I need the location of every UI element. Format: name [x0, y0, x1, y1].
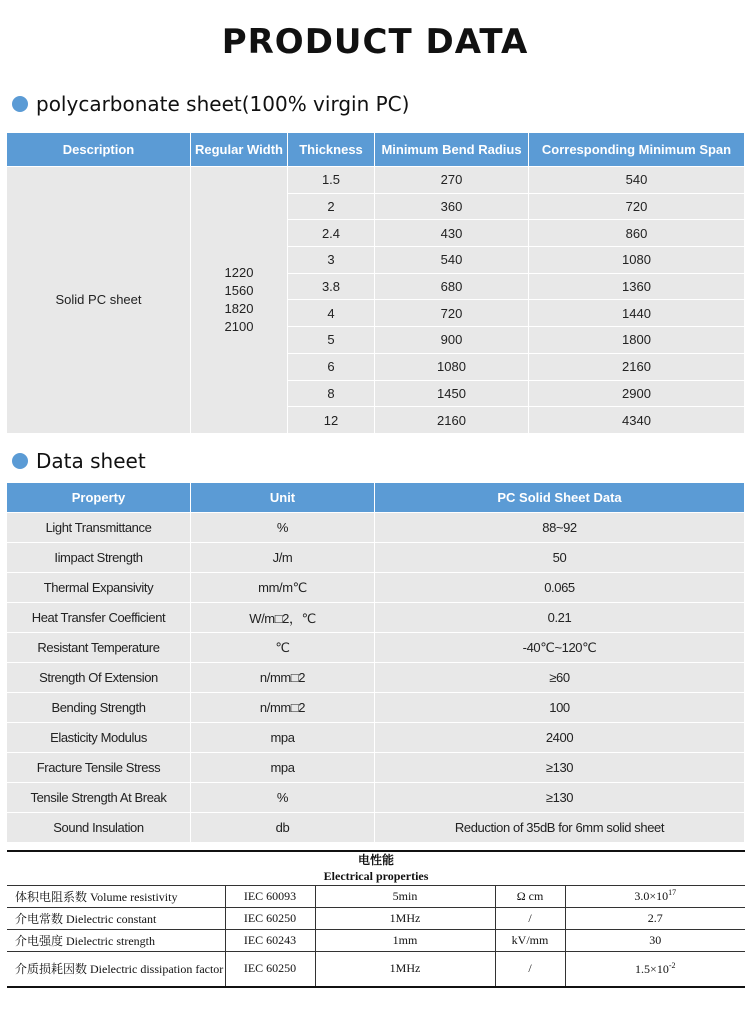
table-row [7, 907, 745, 929]
table-row [7, 543, 745, 573]
bend-radius-cell: 720 [375, 300, 529, 327]
property-cell: Fracture Tensile Stress [7, 753, 191, 783]
value-cell [565, 951, 745, 987]
electrical-properties-table [7, 850, 745, 988]
table-row [7, 951, 745, 987]
value-exponent: 17 [668, 888, 677, 897]
unit-cell: n/mm□2 [191, 693, 375, 723]
section-heading-text: Data sheet [36, 449, 146, 473]
bend-radius-cell: 900 [375, 327, 529, 354]
table-row [7, 929, 745, 951]
min-span-cell: 1360 [529, 273, 745, 300]
unit-cell: mm/m℃ [191, 573, 375, 603]
value-cell: Reduction of 35dB for 6mm solid sheet [375, 813, 745, 843]
bend-radius-cell: 360 [375, 193, 529, 220]
value-cell: -40℃~120℃ [375, 633, 745, 663]
header-property: Property [7, 483, 191, 513]
property-name-cn: 体积电阻系数 [15, 889, 88, 904]
min-span-cell: 1080 [529, 247, 745, 274]
value-base: 30 [649, 932, 662, 947]
standard-cell: IEC 60250 [225, 951, 315, 987]
property-cell: Sound Insulation [7, 813, 191, 843]
property-cell: Light Transmittance [7, 513, 191, 543]
table-row [7, 813, 745, 843]
polycarbonate-table [6, 132, 745, 434]
property-cell: Iimpact Strength [7, 543, 191, 573]
table-row [7, 723, 745, 753]
property-name-en: Dielectric strength [66, 933, 155, 948]
min-span-cell: 1440 [529, 300, 745, 327]
bend-radius-cell: 540 [375, 247, 529, 274]
electrical-property-cell [7, 907, 225, 929]
thickness-cell: 2.4 [288, 220, 375, 247]
property-cell: Heat Transfer Coefficient [7, 603, 191, 633]
header-description: Description [7, 133, 191, 167]
condition-cell: 1MHz [315, 907, 495, 929]
thickness-cell: 3 [288, 247, 375, 274]
value-cell: 88~92 [375, 513, 745, 543]
bend-radius-cell: 270 [375, 167, 529, 194]
header-pc-data: PC Solid Sheet Data [375, 483, 745, 513]
unit-cell: W/m□2，℃ [191, 603, 375, 633]
thickness-cell: 2 [288, 193, 375, 220]
value-cell: ≥130 [375, 753, 745, 783]
property-name-cn: 介电强度 [15, 933, 64, 948]
header-regular-width: Regular Width [191, 133, 288, 167]
bullet-dot-icon [12, 453, 28, 469]
value-base: 1.5×10 [635, 961, 669, 976]
header-unit: Unit [191, 483, 375, 513]
regular-width-cell [191, 167, 288, 434]
width-value: 2100 [224, 318, 254, 334]
header-thickness: Thickness [288, 133, 375, 167]
property-name-en: Dielectric constant [66, 911, 157, 926]
min-span-cell: 540 [529, 167, 745, 194]
electrical-header-cn: 电性能 [358, 853, 395, 868]
unit-cell: J/m [191, 543, 375, 573]
thickness-cell: 3.8 [288, 273, 375, 300]
value-base: 3.0×10 [634, 889, 669, 903]
value-base: 2.7 [647, 910, 663, 925]
electrical-header-en: Electrical properties [323, 869, 429, 884]
table-row [7, 167, 745, 194]
condition-cell: 1MHz [315, 951, 495, 987]
width-value: 1820 [224, 300, 254, 316]
thickness-cell: 1.5 [288, 167, 375, 194]
property-cell: Elasticity Modulus [7, 723, 191, 753]
value-cell: 50 [375, 543, 745, 573]
bend-radius-cell: 680 [375, 273, 529, 300]
table-row [7, 573, 745, 603]
section-heading-data-sheet [12, 449, 146, 473]
property-name-cn: 介质损耗因数 [15, 962, 88, 977]
page-title: PRODUCT DATA [221, 22, 529, 62]
property-cell: Resistant Temperature [7, 633, 191, 663]
value-cell: 0.065 [375, 573, 745, 603]
electrical-property-cell [7, 885, 225, 907]
electrical-property-cell [7, 951, 225, 987]
table-header-row [7, 483, 745, 513]
unit-cell: mpa [191, 753, 375, 783]
table-row [7, 513, 745, 543]
table-row [7, 633, 745, 663]
table-row [7, 693, 745, 723]
electrical-property-cell [7, 929, 225, 951]
description-cell: Solid PC sheet [7, 167, 191, 434]
min-span-cell: 4340 [529, 407, 745, 434]
value-cell [565, 907, 745, 929]
section-heading-text: polycarbonate sheet(100% virgin PC) [36, 92, 410, 116]
value-cell: 0.21 [375, 603, 745, 633]
property-name-cn: 介电常数 [15, 911, 64, 926]
value-cell: 100 [375, 693, 745, 723]
section-heading-polycarbonate [12, 92, 409, 116]
value-cell: ≥130 [375, 783, 745, 813]
unit-cell: % [191, 513, 375, 543]
thickness-cell: 5 [288, 327, 375, 354]
value-cell [565, 885, 745, 907]
property-cell: Strength Of Extension [7, 663, 191, 693]
property-cell: Tensile Strength At Break [7, 783, 191, 813]
table-row [7, 663, 745, 693]
property-name-en: Dielectric dissipation factor [90, 962, 224, 977]
unit-cell: / [495, 951, 565, 987]
min-span-cell: 860 [529, 220, 745, 247]
condition-cell: 5min [315, 885, 495, 907]
standard-cell: IEC 60243 [225, 929, 315, 951]
min-span-cell: 2900 [529, 380, 745, 407]
unit-cell: % [191, 783, 375, 813]
header-min-span: Corresponding Minimum Span [529, 133, 745, 167]
thickness-cell: 8 [288, 380, 375, 407]
standard-cell: IEC 60093 [225, 885, 315, 907]
width-value: 1220 [224, 264, 254, 280]
unit-cell: n/mm□2 [191, 663, 375, 693]
data-sheet-table [6, 482, 745, 843]
unit-cell: mpa [191, 723, 375, 753]
table-row [7, 753, 745, 783]
header-min-bend-radius: Minimum Bend Radius [375, 133, 529, 167]
value-cell: ≥60 [375, 663, 745, 693]
thickness-cell: 6 [288, 353, 375, 380]
bend-radius-cell: 430 [375, 220, 529, 247]
unit-cell: / [495, 907, 565, 929]
table-row [7, 885, 745, 907]
value-cell [565, 929, 745, 951]
min-span-cell: 1800 [529, 327, 745, 354]
table-row [7, 603, 745, 633]
width-value: 1560 [224, 282, 254, 298]
unit-cell: ℃ [191, 633, 375, 663]
unit-cell: db [191, 813, 375, 843]
value-exponent: -2 [668, 960, 676, 970]
min-span-cell: 720 [529, 193, 745, 220]
table-header-row [7, 133, 745, 167]
bullet-dot-icon [12, 96, 28, 112]
condition-cell: 1mm [315, 929, 495, 951]
standard-cell: IEC 60250 [225, 907, 315, 929]
unit-cell: Ω cm [495, 885, 565, 907]
thickness-cell: 4 [288, 300, 375, 327]
bend-radius-cell: 1450 [375, 380, 529, 407]
unit-cell: kV/mm [495, 929, 565, 951]
min-span-cell: 2160 [529, 353, 745, 380]
thickness-cell: 12 [288, 407, 375, 434]
property-name-en: Volume resistivity [90, 889, 178, 904]
property-cell: Bending Strength [7, 693, 191, 723]
electrical-header [7, 851, 745, 885]
bend-radius-cell: 1080 [375, 353, 529, 380]
table-row [7, 783, 745, 813]
bend-radius-cell: 2160 [375, 407, 529, 434]
property-cell: Thermal Expansivity [7, 573, 191, 603]
value-cell: 2400 [375, 723, 745, 753]
